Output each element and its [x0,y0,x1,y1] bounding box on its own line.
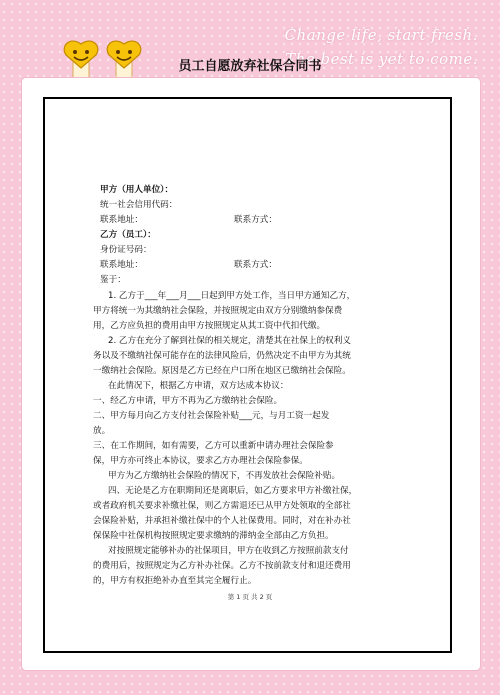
paragraph-line: 1. 乙方于___年___月___日起到甲方处工作，当日甲方通知乙方， [108,291,356,301]
clause-3: 三、在工作期间，如有需要，乙方可以重新申请办理社会保险参 [93,441,334,451]
clause-4: 四、无论是乙方在职期间还是离职后，如乙方要求甲方补缴社保， [108,486,358,496]
clause-4-cont: 保保险中社保机构按照规定要求缴纳的滞纳金全部由乙方负担。 [93,531,334,541]
header-slogan-line-1: Change life, start fresh. [284,26,478,44]
party-a-label: 甲方（用人单位）： [100,185,174,195]
party-b-contact-label: 联系方式： [234,260,277,270]
paragraph-line: 在此情况下，根据乙方申请，双方达成本协议： [108,381,289,391]
clause-4-cont: 或者政府机关要求补缴社保，则乙方需退还已从甲方处领取的全部社 [93,501,351,511]
paragraph-line: 对按照规定能够补办的社保项目，甲方在收到乙方按照前款支付 [108,546,349,556]
credit-code-label: 统一社会信用代码： [100,200,178,210]
clause-2: 二、甲方每月向乙方支付社会保险补贴___元，与月工资一起发 [93,411,330,421]
clause-2-cont: 放。 [93,426,111,436]
clause-4-cont: 会保险补贴，并承担补缴社保中的个人社保费用。同时，对在补办社 [93,516,351,526]
paragraph-line: 一缴纳社会保险。原因是乙方已经在户口所在地区已缴纳社会保险。 [93,366,351,376]
clause-3-cont: 保，甲方亦可终止本协议，要求乙方办理社会保险参保。 [93,456,308,466]
paragraph-line: 的，甲方有权拒绝补办直至其完全履行止。 [93,576,257,586]
paragraph-line: 2. 乙方在充分了解到社保的相关规定，清楚其在社保上的权利义 [108,336,351,346]
party-a-address-label: 联系地址： [100,215,143,225]
party-b-label: 乙方（员工）： [100,230,156,240]
paragraph-line: 甲方为乙方缴纳社会保险的情况下，不再发放社会保险补贴。 [108,471,341,481]
id-number-label: 身份证号码： [100,245,152,255]
party-a-contact-label: 联系方式： [234,215,277,225]
party-b-address-label: 联系地址： [100,260,143,270]
clause-1: 一、经乙方申请，甲方不再为乙方缴纳社会保险。 [93,396,283,406]
whereas-label: 鉴于： [100,275,126,285]
page-number: 第 1 页 共 2 页 [227,593,273,601]
paragraph-line: 用，乙方应负担的费用由甲方按照规定从其工资中代扣代缴。 [93,321,326,331]
header-slogan-line-2: The best is yet to come. [285,50,478,68]
document-title: 员工自愿放弃社保合同书 [178,59,322,74]
paragraph-line: 务以及不缴纳社保可能存在的法律风险后，仍然决定不由甲方为其统 [93,351,351,361]
paragraph-line: 的费用后，按照规定为乙方补办社保。乙方不按前款支付和退还费用 [93,561,351,571]
paragraph-line: 甲方将统一为其缴纳社会保险，并按照规定由双方分别缴纳参保费 [93,306,343,316]
